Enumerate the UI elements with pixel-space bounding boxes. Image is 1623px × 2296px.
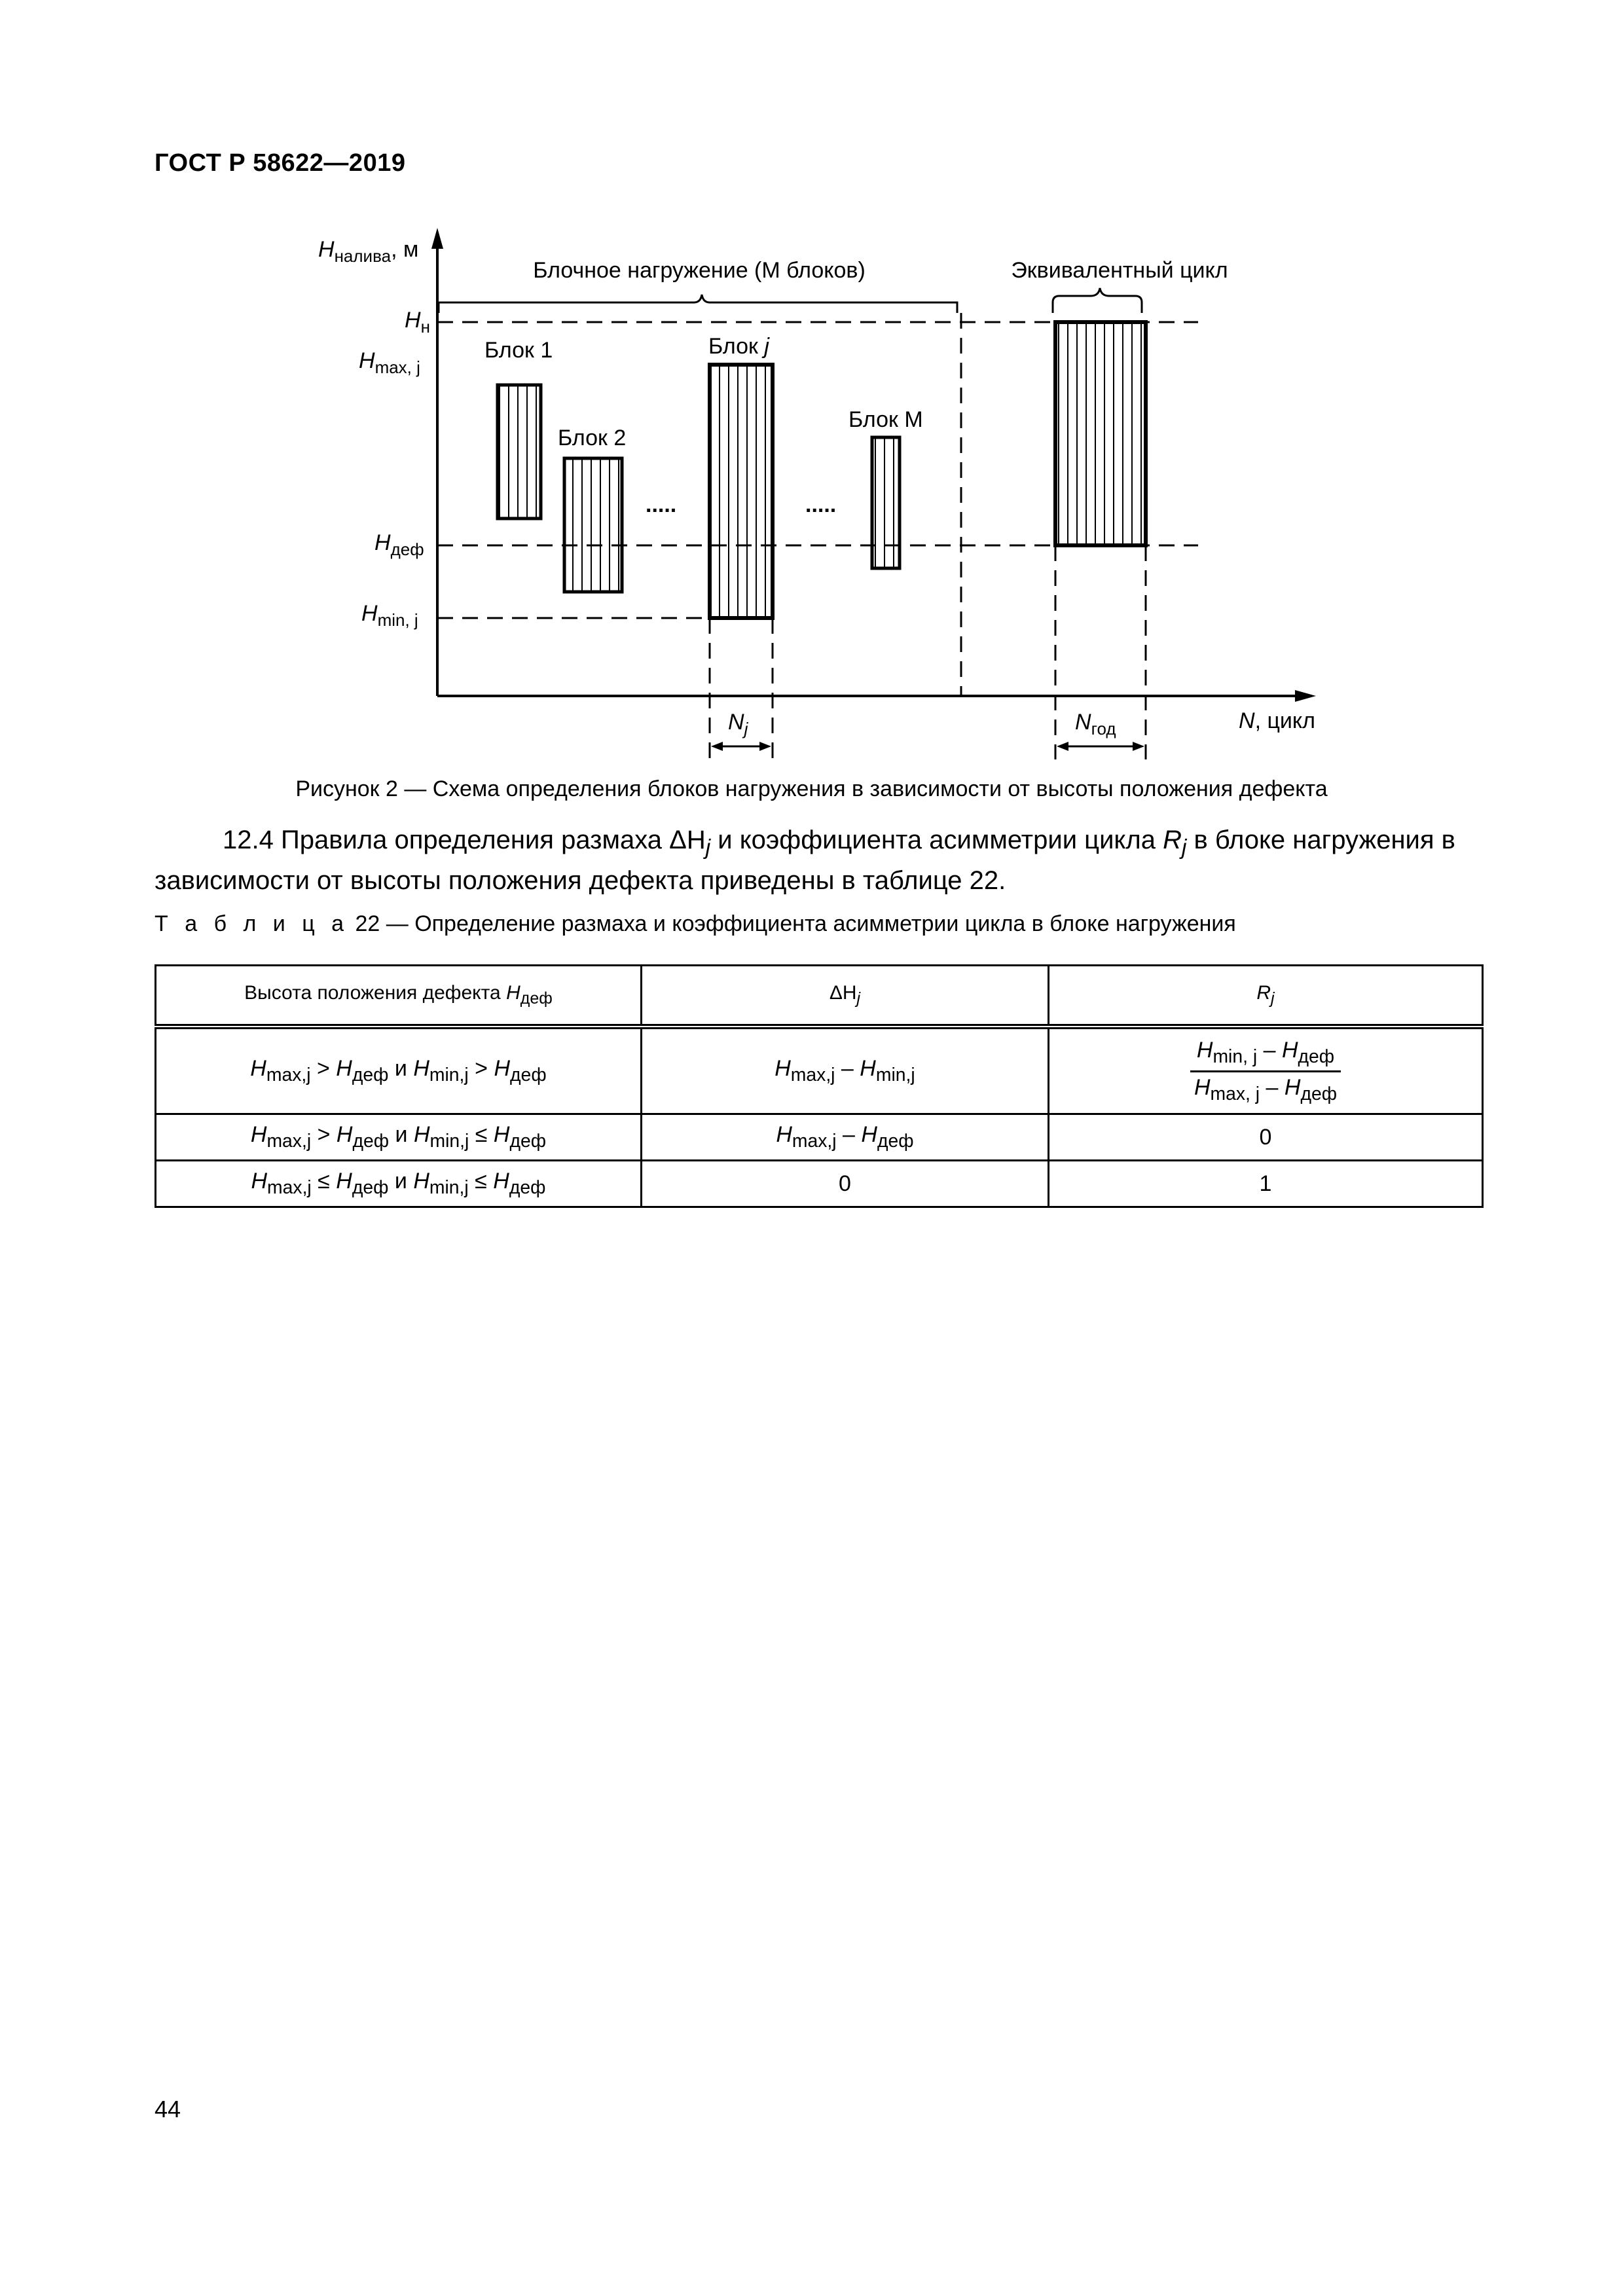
x-axis-label: N, цикл [1239,708,1316,733]
asymmetry-cell [1048,1027,1482,1114]
equivalent-brace [1053,288,1142,313]
table-22 [155,964,1484,1208]
table-title: Т а б л и ц а 22 — Определение размаха и коэффициента асимметрии цикла в блоке нагружения [155,911,1236,936]
nj-label: $N_j$ [728,710,748,738]
block-1 [498,385,541,519]
hmax-label: $H_{max, j}$ [359,348,420,377]
block-2-label: Блок 2 [558,426,627,450]
header-defect-height: Высота положения дефекта $H_{деф}$ [156,966,642,1027]
ellipsis-1: ..... [646,492,677,517]
ngod-arrow-left [1057,742,1068,751]
block-loading-brace [439,295,957,313]
ellipsis-2: ..... [805,492,837,517]
condition-cell: $H_{max,j} > H_{деф}$ и $H_{min,j} > H_{деф}$ [156,1027,642,1114]
paragraph-12-4: 12.4 Правила определения размаха $\Delta H_j$ и коэффициента асимметрии цикла $R_j$ в блоке нагружения в зависимости от высоты положения дефекта приведены в таблице 22. [155,826,1455,895]
block-loading-label: Блочное нагружение (М блоков) [533,258,866,283]
header-asymmetry: $R_j$ [1048,966,1482,1027]
table-row [156,1027,1483,1114]
asymmetry-cell: 0 [1048,1114,1482,1161]
range-cell: 0 [641,1161,1048,1207]
hmin-label: $H_{min, j}$ [361,601,418,630]
block-m-label: Блок М [848,407,923,432]
equivalent-label: Эквивалентный цикл [1011,258,1228,283]
header-range: $\Delta H_j$ [641,966,1048,1027]
block-2 [564,458,622,592]
hdef-label: $H_{деф}$ [374,530,424,559]
table-row [156,1161,1483,1207]
ngod-label: $N_{год}$ [1075,710,1116,738]
condition-cell: $H_{max,j} > H_{деф}$ и $H_{min,j} \le H_{деф}$ [156,1114,642,1161]
equivalent-cycle-block [1055,322,1146,545]
asymmetry-fraction: $\frac{H_{min, j} - H_{деф}}{H_{max, j} - H_{деф}}$ [1190,1038,1341,1105]
nj-arrow-right [759,742,771,751]
x-axis-arrow [1295,690,1316,702]
table-row [156,1114,1483,1161]
page-number: 44 [155,2096,181,2123]
condition-cell: $H_{max,j} \le H_{деф}$ и $H_{min,j} \le H_{деф}$ [156,1161,642,1207]
table-header-row [156,966,1483,1027]
ngod-arrow-right [1133,742,1144,751]
figure-caption: Рисунок 2 — Схема определения блоков нагружения в зависимости от высоты положения дефекта [295,776,1328,801]
load-block-diagram [0,0,1623,773]
nj-arrow-left [711,742,723,751]
range-cell: $H_{max,j} - H_{min,j}$ [641,1027,1048,1114]
y-axis-arrow [431,228,443,249]
block-m [872,437,900,568]
block-1-label: Блок 1 [484,338,553,363]
block-j-label: Блок j [708,334,769,359]
y-axis-label: $H_{налива}$, м [318,237,419,266]
document-header: ГОСТ Р 58622—2019 [155,149,406,177]
block-j [710,365,773,618]
range-cell: $H_{max,j} - H_{деф}$ [641,1114,1048,1161]
hn-label: $H_н$ [405,308,430,337]
asymmetry-cell: 1 [1048,1161,1482,1207]
